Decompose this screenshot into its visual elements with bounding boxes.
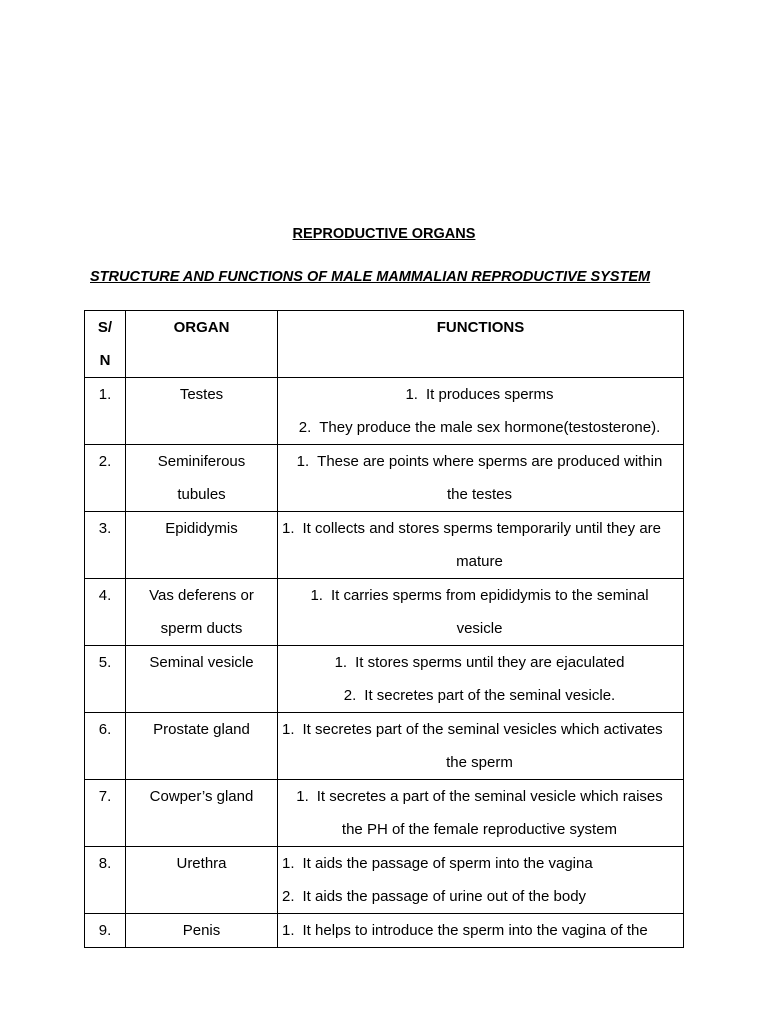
function-item xyxy=(282,679,677,712)
functions-cell xyxy=(278,445,684,512)
serial-number-cell: 6. xyxy=(85,713,126,780)
function-number: 1. xyxy=(310,587,323,604)
function-item xyxy=(282,646,677,679)
organ-cell xyxy=(126,445,278,512)
document-title: REPRODUCTIVE ORGANS xyxy=(292,226,476,242)
function-text: It secretes part of the seminal vesicles which activates xyxy=(302,721,663,738)
function-number: 1. xyxy=(334,654,348,671)
table-row xyxy=(85,579,684,646)
function-item xyxy=(282,612,677,645)
organ-cell xyxy=(126,579,278,646)
function-item xyxy=(282,378,677,411)
table-row xyxy=(85,512,684,579)
table-body xyxy=(85,378,684,948)
functions-header: FUNCTIONS xyxy=(278,311,684,378)
organs-table xyxy=(84,310,684,948)
function-item xyxy=(282,478,677,511)
organ-name-line: Epididymis xyxy=(165,520,238,537)
organ-name-line: Testes xyxy=(179,386,224,403)
function-item xyxy=(282,746,677,779)
function-number: 1. xyxy=(296,453,310,470)
function-number: 1. xyxy=(282,922,295,939)
sn-header-line2: N xyxy=(99,352,111,369)
functions-cell xyxy=(278,512,684,579)
organ-cell xyxy=(126,512,278,579)
function-item xyxy=(282,880,677,913)
function-number: 1. xyxy=(282,721,295,738)
function-text: mature xyxy=(456,553,503,570)
function-item xyxy=(282,780,677,813)
function-text: It secretes a part of the seminal vesicle which raises xyxy=(316,788,663,805)
function-number: 2. xyxy=(343,687,357,704)
serial-number-cell: 7. xyxy=(85,780,126,847)
function-text: It secretes part of the seminal vesicle. xyxy=(364,687,616,704)
functions-cell xyxy=(278,914,684,948)
function-text: These are points where sperms are produced within xyxy=(317,453,663,470)
function-number: 1. xyxy=(282,855,295,872)
organ-name-line: Urethra xyxy=(176,855,227,872)
function-item xyxy=(282,545,677,578)
functions-cell xyxy=(278,713,684,780)
functions-cell xyxy=(278,378,684,445)
functions-cell xyxy=(278,579,684,646)
table-row xyxy=(85,914,684,948)
serial-number-cell: 5. xyxy=(85,646,126,713)
function-number: 1. xyxy=(405,386,418,403)
organ-name-line: Vas deferens or xyxy=(149,587,254,604)
table-row xyxy=(85,646,684,713)
table-row xyxy=(85,378,684,445)
function-text: They produce the male sex hormone(testosterone). xyxy=(319,419,661,436)
function-text: It aids the passage of urine out of the body xyxy=(302,888,587,905)
function-text: It carries sperms from epididymis to the seminal xyxy=(330,587,649,604)
function-text: It produces sperms xyxy=(425,386,554,403)
function-item xyxy=(282,579,677,612)
function-item xyxy=(282,914,677,947)
table-header-row xyxy=(85,311,684,378)
serial-number-cell: 2. xyxy=(85,445,126,512)
table-row xyxy=(85,780,684,847)
function-text: It aids the passage of sperm into the vagina xyxy=(302,855,593,872)
serial-number-cell: 8. xyxy=(85,847,126,914)
functions-cell xyxy=(278,646,684,713)
serial-number-cell: 9. xyxy=(85,914,126,948)
function-number: 2. xyxy=(282,888,295,905)
serial-number-cell: 3. xyxy=(85,512,126,579)
serial-number-cell: 4. xyxy=(85,579,126,646)
function-number: 1. xyxy=(282,520,295,537)
organ-cell xyxy=(126,847,278,914)
function-item xyxy=(282,847,677,880)
sn-header-line1: S/ xyxy=(97,319,113,336)
function-item xyxy=(282,813,677,846)
organ-cell xyxy=(126,378,278,445)
organ-name-line: Prostate gland xyxy=(153,721,250,738)
document-subtitle: STRUCTURE AND FUNCTIONS OF MALE MAMMALIAN REPRODUCTIVE SYSTEM xyxy=(90,269,651,285)
function-item xyxy=(282,512,677,545)
organ-name-line: Seminiferous xyxy=(157,453,246,470)
serial-number-cell: 1. xyxy=(85,378,126,445)
table-row xyxy=(85,847,684,914)
function-text: It helps to introduce the sperm into the vagina of the xyxy=(302,922,648,939)
function-text: the PH of the female reproductive system xyxy=(341,821,618,838)
function-item xyxy=(282,411,677,444)
function-item xyxy=(282,445,677,478)
organ-name-line: Seminal vesicle xyxy=(149,654,254,671)
organ-name-line: Penis xyxy=(182,922,221,939)
organ-cell xyxy=(126,713,278,780)
functions-cell xyxy=(278,847,684,914)
organ-name-line: Cowper’s gland xyxy=(149,788,254,805)
function-text: It stores sperms until they are ejaculated xyxy=(355,654,625,671)
table-row xyxy=(85,713,684,780)
function-number: 1. xyxy=(296,788,309,805)
organ-header: ORGAN xyxy=(126,311,278,378)
functions-cell xyxy=(278,780,684,847)
organ-cell xyxy=(126,646,278,713)
function-item xyxy=(282,713,677,746)
organ-name-line: sperm ducts xyxy=(160,620,243,637)
function-text: the testes xyxy=(446,486,513,503)
function-text: the sperm xyxy=(446,754,513,771)
organ-name-line: tubules xyxy=(177,486,226,503)
function-text: vesicle xyxy=(456,620,503,637)
organ-cell xyxy=(126,914,278,948)
function-text: It collects and stores sperms temporarily until they are xyxy=(302,520,661,537)
organ-cell xyxy=(126,780,278,847)
sn-header xyxy=(85,311,126,378)
function-number: 2. xyxy=(298,419,312,436)
table-row xyxy=(85,445,684,512)
